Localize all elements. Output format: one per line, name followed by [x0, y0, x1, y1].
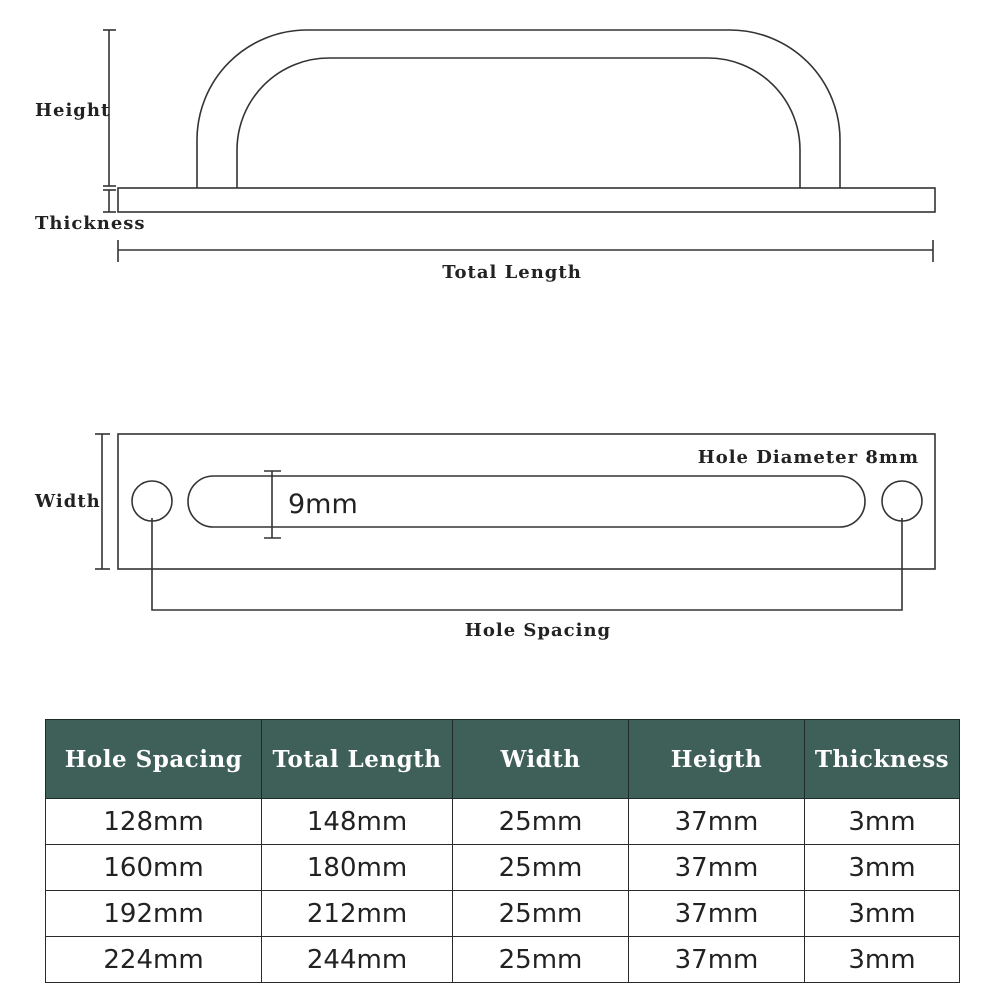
cell-hole-spacing: 224mm — [46, 937, 262, 983]
thickness-label: Thickness — [35, 213, 146, 234]
table-row — [46, 799, 960, 845]
cell-height: 37mm — [629, 845, 805, 891]
table-header-row — [46, 720, 960, 799]
cell-hole-spacing: 192mm — [46, 891, 262, 937]
mount-hole-right — [882, 481, 922, 521]
slot-width-label: 9mm — [288, 489, 358, 520]
cell-total-length: 180mm — [262, 845, 453, 891]
cell-height: 37mm — [629, 891, 805, 937]
cell-thickness: 3mm — [805, 891, 960, 937]
cell-hole-spacing: 160mm — [46, 845, 262, 891]
header-total-length: Total Length — [262, 720, 453, 799]
base-plate — [118, 188, 935, 212]
width-label: Width — [35, 491, 101, 512]
cell-thickness: 3mm — [805, 845, 960, 891]
cell-height: 37mm — [629, 799, 805, 845]
total-length-label: Total Length — [442, 262, 582, 283]
handle-bar-outer — [197, 30, 840, 188]
header-width: Width — [453, 720, 629, 799]
handle-bar-inner — [237, 58, 800, 188]
cell-height: 37mm — [629, 937, 805, 983]
side-view — [103, 30, 935, 262]
cell-width: 25mm — [453, 937, 629, 983]
cell-width: 25mm — [453, 799, 629, 845]
header-height: Heigth — [629, 720, 805, 799]
cell-width: 25mm — [453, 891, 629, 937]
mount-hole-left — [132, 481, 172, 521]
spec-table — [45, 719, 960, 983]
table-row — [46, 937, 960, 983]
header-thickness: Thickness — [805, 720, 960, 799]
cell-thickness: 3mm — [805, 937, 960, 983]
hole-spacing-dimension-line — [152, 518, 902, 610]
table-row — [46, 891, 960, 937]
cell-hole-spacing: 128mm — [46, 799, 262, 845]
cell-total-length: 148mm — [262, 799, 453, 845]
table-row — [46, 845, 960, 891]
header-hole-spacing: Hole Spacing — [46, 720, 262, 799]
cell-thickness: 3mm — [805, 799, 960, 845]
cell-total-length: 244mm — [262, 937, 453, 983]
hole-spacing-label: Hole Spacing — [464, 620, 612, 641]
cell-total-length: 212mm — [262, 891, 453, 937]
hole-diameter-label: Hole Diameter 8mm — [697, 447, 919, 468]
height-label: Height — [35, 100, 111, 121]
cell-width: 25mm — [453, 845, 629, 891]
